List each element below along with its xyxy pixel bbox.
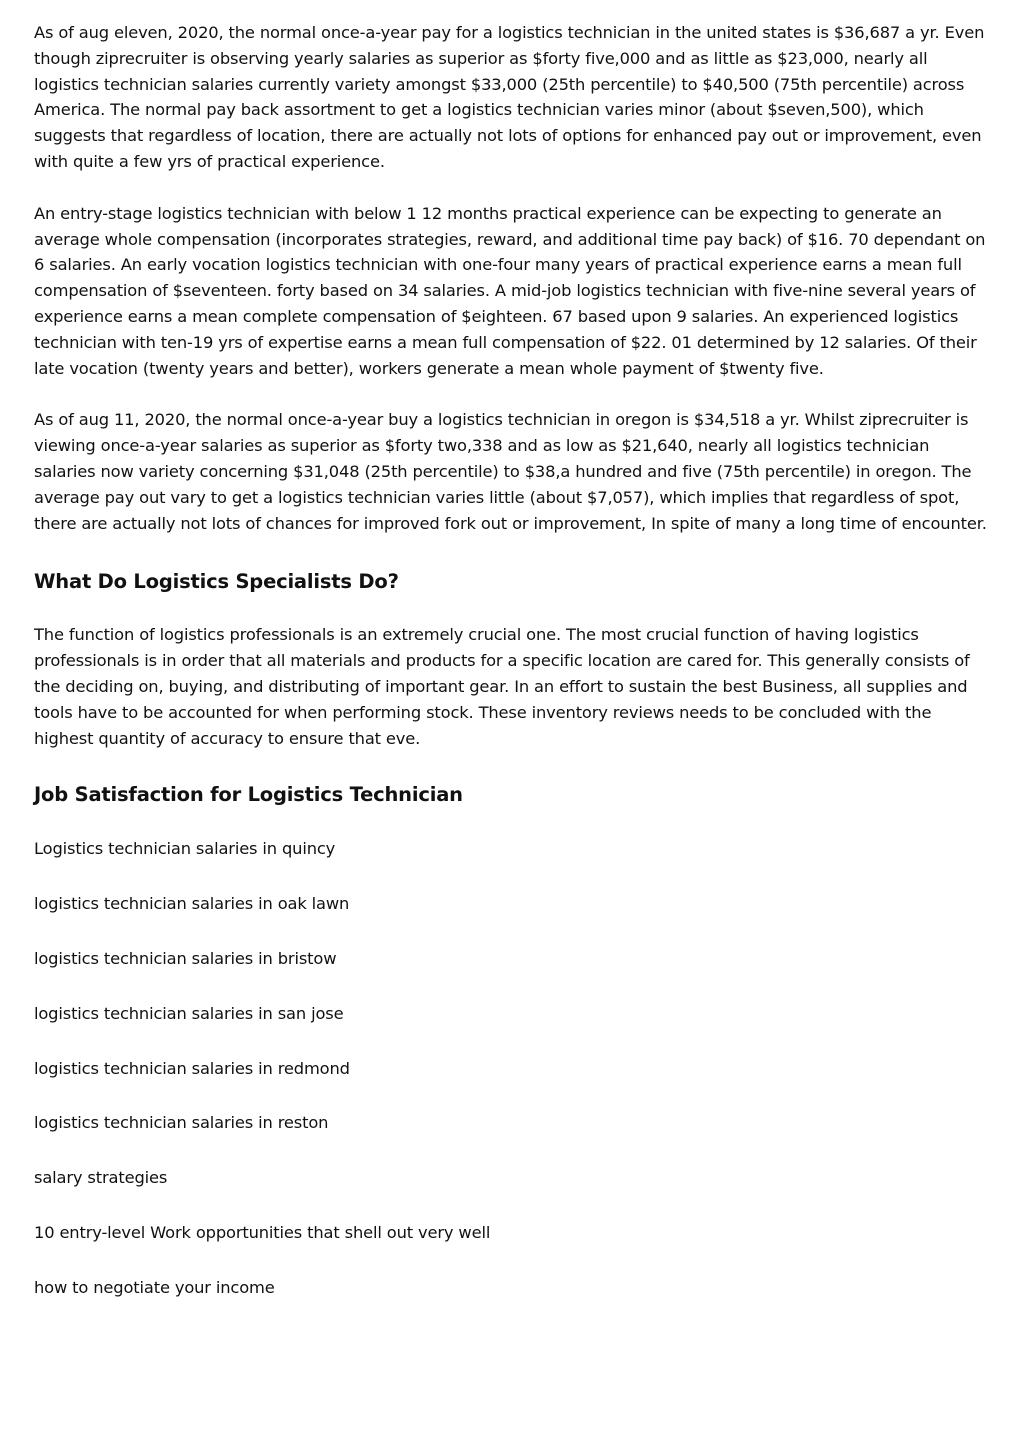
paragraph-experience-compensation: An entry-stage logistics technician with below 1 12 months practical experience can be expecting to generate an average whole compensation (incorporates strategies, reward, and additional time pay back) of $16. 70 dependant on 6 salaries. An early vocation logistics technician with one-four many years of practical experience earns a mean full compensation of $seventeen. forty based on 34 salaries. A mid-job logistics technician with five-nine several years of experience earns a mean complete compensation of $eighteen. 67 based upon 9 salaries. An experienced logistics technician with ten-19 yrs of expertise earns a mean full compensation of $22. 01 determined by 12 salaries. Of their late vocation (twenty years and better), workers generate a mean whole payment of $twenty five. <box>34 203 986 378</box>
related-link-bristow[interactable]: logistics technician salaries in bristow <box>34 948 337 968</box>
related-link-entry-level-jobs[interactable]: 10 entry-level Work opportunities that shell out very well <box>34 1222 491 1242</box>
paragraph-national-salary: As of aug eleven, 2020, the normal once-a-year pay for a logistics technician in the united states is $36,687 a yr. Even though ziprecruiter is observing yearly salaries as superior as $forty five,000 and as little as $23,000, nearly all logistics technician salaries currently variety amongst $33,000 (25th percentile) to $40,500 (75th percentile) across America. The normal pay back assortment to get a logistics technician varies minor (about $seven,500), which suggests that regardless of location, there are actually not lots of options for enhanced pay out or improvement, even with quite a few yrs of practical experience. <box>34 23 985 171</box>
related-link-redmond[interactable]: logistics technician salaries in redmond <box>34 1058 350 1078</box>
section-heading-what-do-specialists-do: What Do Logistics Specialists Do? <box>34 570 399 594</box>
related-link-oak-lawn[interactable]: logistics technician salaries in oak lawn <box>34 894 350 914</box>
paragraph-oregon-salary: As of aug 11, 2020, the normal once-a-year buy a logistics technician in oregon is $34,518 a yr. Whilst ziprecruiter is viewing once-a-year salaries as superior as $forty two,338 and as low as $21,640, nearly all logistics technician salaries now variety concerning $31,048 (25th percentile) to $38,a hundred and five (75th percentile) in oregon. The average pay out vary to get a logistics technician varies little (about $7,057), which implies that regardless of spot, there are actually not lots of chances for improved fork out or improvement, In spite of many a long time of encounter. <box>34 410 987 533</box>
related-link-quincy[interactable]: Logistics technician salaries in quincy <box>34 839 336 859</box>
related-link-negotiate-income[interactable]: how to negotiate your income <box>34 1277 275 1297</box>
related-link-reston[interactable]: logistics technician salaries in reston <box>34 1113 329 1133</box>
related-links-list <box>34 836 990 1300</box>
related-link-san-jose[interactable]: logistics technician salaries in san jose <box>34 1003 344 1023</box>
section-heading-job-satisfaction: Job Satisfaction for Logistics Technician <box>34 783 463 807</box>
related-link-salary-strategies[interactable]: salary strategies <box>34 1168 168 1188</box>
paragraph-specialist-role: The function of logistics professionals is an extremely crucial one. The most crucial function of having logistics professionals is in order that all materials and products for a specific location are cared for. This generally consists of the deciding on, buying, and distributing of important gear. In an effort to sustain the best Business, all supplies and tools have to be accounted for when performing stock. These inventory reviews needs to be concluded with the highest quantity of accuracy to ensure that eve. <box>34 625 970 748</box>
